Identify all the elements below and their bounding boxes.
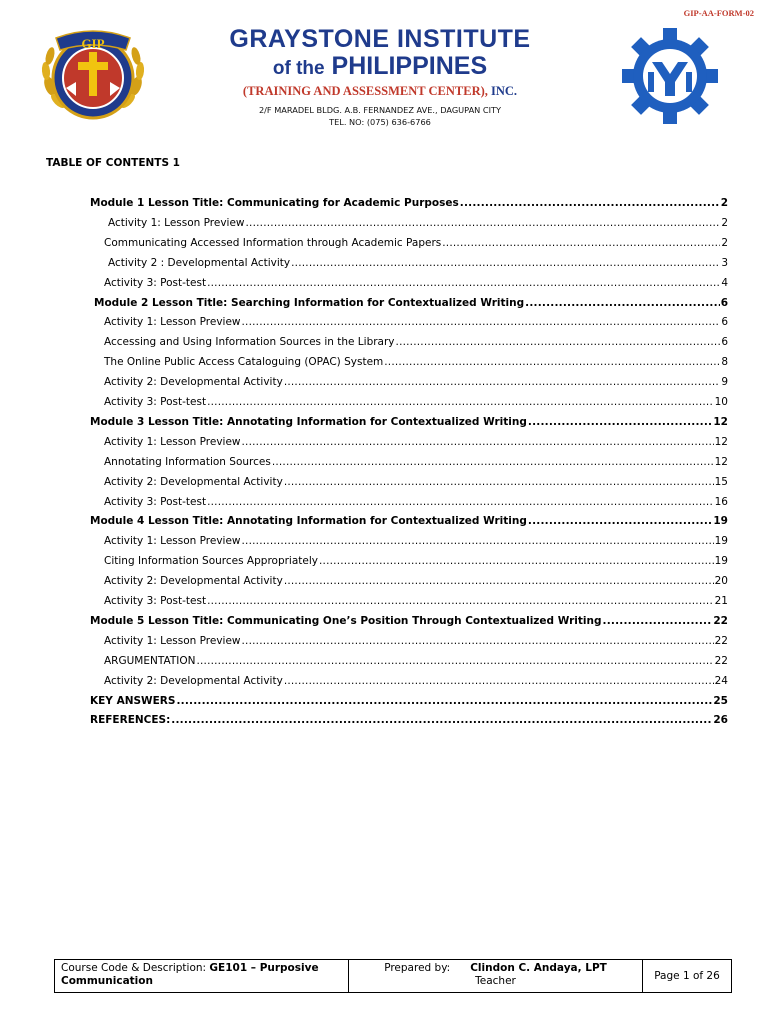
toc-entry-title: Activity 2: Developmental Activity <box>104 575 283 588</box>
toc-leader-dots <box>207 594 714 608</box>
footer-prepared: Prepared by: Clindon C. Andaya, LPT Teacher <box>349 960 643 992</box>
toc-leader-dots <box>242 534 714 548</box>
toc-leader-dots <box>207 276 720 290</box>
toc-entry[interactable] <box>104 395 728 409</box>
svg-text:GIP: GIP <box>81 36 105 51</box>
toc-entry-page: 6 <box>721 336 728 349</box>
toc-entry[interactable] <box>104 594 728 608</box>
toc-entry[interactable] <box>104 475 728 489</box>
toc-entry-title: Activity 1: Lesson Preview <box>104 634 241 647</box>
toc-leader-dots <box>528 514 712 528</box>
gip-seal-logo <box>36 26 150 122</box>
toc-leader-dots <box>272 455 714 469</box>
toc-leader-dots <box>284 674 714 688</box>
toc-leader-dots <box>291 256 720 270</box>
toc-entry-title: Annotating Information Sources <box>104 455 271 468</box>
toc-entry-page: 2 <box>721 216 728 229</box>
toc-entry[interactable] <box>104 674 728 688</box>
toc-leader-dots <box>207 495 714 509</box>
toc-entry-title: Module 5 Lesson Title: Communicating One’s Position Through Contextualized Writing <box>90 614 602 627</box>
toc-entry-page: 6 <box>721 316 728 329</box>
toc-entry-title: Accessing and Using Information Sources in the Library <box>104 336 395 349</box>
toc-entry-title: Module 4 Lesson Title: Annotating Information for Contextualized Writing <box>90 515 527 528</box>
toc-entry-module[interactable] <box>90 614 728 628</box>
toc-entry-module[interactable] <box>94 296 728 310</box>
toc-entry-module[interactable] <box>90 514 728 528</box>
form-code: GIP-AA-FORM-02 <box>683 8 754 18</box>
toc-entry-page: 22 <box>713 614 728 627</box>
page-footer <box>54 959 732 993</box>
toc-entry[interactable] <box>104 236 728 250</box>
toc-leader-dots <box>242 315 721 329</box>
toc-entry[interactable] <box>104 375 728 389</box>
toc-entry[interactable] <box>104 435 728 449</box>
toc-entry-page: 12 <box>713 415 728 428</box>
toc-entry-module[interactable] <box>90 415 728 429</box>
toc-entry-page: 2 <box>720 197 728 209</box>
footer-page-number: Page 1 of 26 <box>654 970 720 982</box>
toc-entry-page: 4 <box>721 276 728 289</box>
toc-entry-page: 10 <box>714 396 728 408</box>
toc-leader-dots <box>196 654 713 668</box>
toc-entry-title: Activity 1: Lesson Preview <box>104 435 241 448</box>
toc-leader-dots <box>603 614 713 628</box>
toc-entry-page: 15 <box>714 475 728 488</box>
toc-entry-page: 19 <box>713 515 728 528</box>
toc-entry[interactable] <box>104 455 728 469</box>
toc-entry-title: Activity 2: Developmental Activity <box>104 376 283 389</box>
toc-leader-dots <box>284 475 714 489</box>
toc-entry[interactable] <box>104 654 728 668</box>
toc-entry-module[interactable] <box>90 694 728 708</box>
toc-entry-title: Activity 3: Post-test <box>104 495 207 508</box>
toc-entry-title: Activity 2: Developmental Activity <box>104 674 283 687</box>
institute-name-line2: of the PHILIPPINES <box>272 52 488 80</box>
gear-logo <box>614 26 726 126</box>
toc-entry-page: 22 <box>714 654 728 667</box>
toc-entry-title: Activity 1: Lesson Preview <box>104 316 241 329</box>
toc-leader-dots <box>442 236 720 250</box>
toc-entry-title: Activity 3: Post-test <box>104 276 207 289</box>
toc-entry-page: 9 <box>721 376 728 389</box>
toc-leader-dots <box>319 554 714 568</box>
toc-entry-title: Activity 3: Post-test <box>104 396 207 408</box>
toc-leader-dots <box>242 634 714 648</box>
toc-entry-title: Activity 2 : Developmental Activity <box>108 256 291 269</box>
toc-leader-dots <box>384 355 720 369</box>
institute-header <box>180 26 580 128</box>
toc-leader-dots <box>396 335 721 349</box>
toc-entry-title: Module 2 Lesson Title: Searching Information for Contextualized Writing <box>94 296 525 309</box>
toc-entry-title: Communicating Accessed Information through Academic Papers <box>104 236 442 249</box>
toc-leader-dots <box>176 694 712 708</box>
toc-entry-page: 20 <box>714 575 728 588</box>
toc-entry-title: ARGUMENTATION <box>104 654 196 667</box>
toc-entry[interactable] <box>108 216 728 230</box>
toc-entry-title: Activity 1: Lesson Preview <box>104 535 241 548</box>
toc-entry[interactable] <box>104 276 728 290</box>
toc-leader-dots <box>207 395 714 409</box>
toc-entry-title: KEY ANSWERS <box>90 694 176 707</box>
toc-entry-title: Activity 3: Post-test <box>104 595 207 607</box>
toc-leader-dots <box>246 216 721 230</box>
toc-entry-page: 12 <box>714 435 728 448</box>
toc-entry-page: 19 <box>714 555 728 568</box>
institute-name-line1: GRAYSTONE INSTITUTE <box>229 25 531 53</box>
toc-entry-module[interactable] <box>90 713 728 727</box>
institute-telephone: TEL. NO: (075) 636-6766 <box>329 117 431 127</box>
toc-entry[interactable] <box>104 315 728 329</box>
toc-entry-page: 3 <box>721 256 728 269</box>
toc-entry[interactable] <box>108 256 728 270</box>
toc-entry-page: 26 <box>713 714 728 727</box>
toc-entry[interactable] <box>104 495 728 509</box>
toc-entry[interactable] <box>104 534 728 548</box>
toc-entry-title: Activity 1: Lesson Preview <box>108 216 245 229</box>
toc-entry-title: Module 1 Lesson Title: Communicating for Academic Purposes <box>90 197 459 209</box>
toc-entry[interactable] <box>104 335 728 349</box>
toc-entry-page: 6 <box>720 296 728 309</box>
toc-leader-dots <box>528 415 712 429</box>
toc-entry-page: 25 <box>713 694 728 707</box>
toc-entry-title: Activity 2: Developmental Activity <box>104 475 283 488</box>
toc-entry[interactable] <box>104 554 728 568</box>
toc-entry-title: The Online Public Access Cataloguing (OPAC) System <box>104 356 384 369</box>
toc-leader-dots <box>284 574 714 588</box>
toc-leader-dots <box>284 375 721 389</box>
toc-entry-page: 24 <box>714 674 728 687</box>
toc-entry[interactable] <box>104 574 728 588</box>
toc-entry-page: 2 <box>721 236 728 249</box>
toc-entry-page: 19 <box>714 535 728 548</box>
toc-entry-page: 21 <box>714 595 728 607</box>
toc-entry-page: 16 <box>714 495 728 508</box>
toc-entry[interactable] <box>104 634 728 648</box>
toc-leader-dots <box>171 713 712 727</box>
toc-entry-page: 8 <box>721 356 728 369</box>
toc-entry-title: Module 3 Lesson Title: Annotating Information for Contextualized Writing <box>90 415 527 428</box>
toc-leader-dots <box>242 435 714 449</box>
toc-entry-title: Citing Information Sources Appropriately <box>104 555 318 568</box>
toc-heading: TABLE OF CONTENTS 1 <box>46 157 180 169</box>
toc-entry[interactable] <box>104 355 728 369</box>
toc-leader-dots <box>460 196 720 210</box>
toc-leader-dots <box>525 296 720 310</box>
toc-entry-module[interactable] <box>90 196 728 210</box>
toc-entry-title: REFERENCES: <box>90 714 171 727</box>
toc-entry-page: 12 <box>714 455 728 468</box>
footer-course: Course Code & Description: GE101 – Purposive Communication <box>55 960 349 992</box>
institute-subtitle: (TRAINING AND ASSESSMENT CENTER), INC. <box>242 84 518 98</box>
toc-entry-page: 22 <box>714 634 728 647</box>
institute-address: 2/F MARADEL BLDG. A.B. FERNANDEZ AVE., DAGUPAN CITY <box>258 105 502 115</box>
